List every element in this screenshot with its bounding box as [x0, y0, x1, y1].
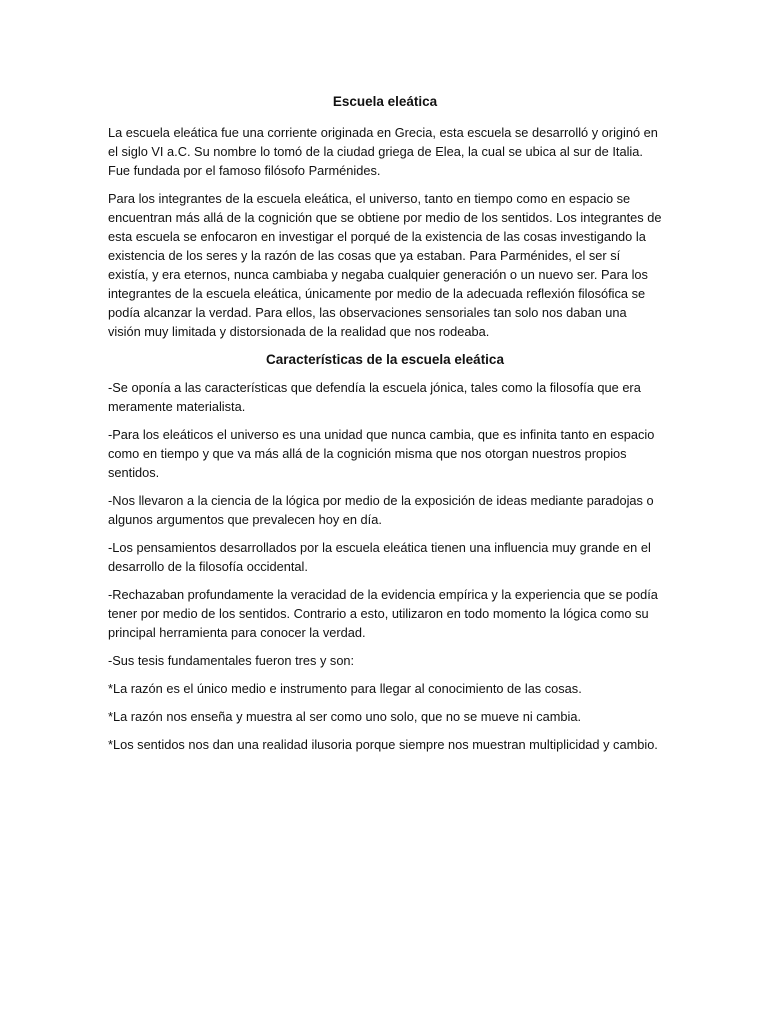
characteristic-item: -Nos llevaron a la ciencia de la lógica por medio de la exposición de ideas mediante paradojas o algunos argumentos que prevalecen hoy en día. — [108, 493, 654, 527]
characteristic-item: -Se oponía a las características que defendía la escuela jónica, tales como la filosofía que era meramente materialista. — [108, 380, 641, 414]
thesis-item: *La razón es el único medio e instrumento para llegar al conocimiento de las cosas. — [108, 681, 582, 696]
characteristic-item: -Rechazaban profundamente la veracidad de la evidencia empírica y la experiencia que se podía tener por medio de los sentidos. Contrario a esto, utilizaron en todo momento la lógica como su principal herramienta para conocer la verdad. — [108, 587, 658, 640]
document-body — [108, 92, 662, 763]
document-title: Escuela eleática — [332, 94, 438, 109]
section-title: Características de la escuela eleática — [266, 352, 504, 367]
characteristic-item: -Para los eleáticos el universo es una unidad que nunca cambia, que es infinita tanto en espacio como en tiempo y que va más allá de la cognición misma que nos otorgan nuestros propios sentidos. — [108, 427, 655, 480]
intro-paragraph: La escuela eleática fue una corriente originada en Grecia, esta escuela se desarrolló y originó en el siglo VI a.C. Su nombre lo tomó de la ciudad griega de Elea, la cual se ubica al sur de Italia. Fue fundada por el famoso filósofo Parménides. — [108, 125, 658, 178]
characteristic-item: -Los pensamientos desarrollados por la escuela eleática tienen una influencia muy grande en el desarrollo de la filosofía occidental. — [108, 540, 651, 574]
thesis-item: *La razón nos enseña y muestra al ser como uno solo, que no se mueve ni cambia. — [108, 709, 582, 724]
intro-paragraph: Para los integrantes de la escuela eleática, el universo, tanto en tiempo como en espacio se encuentran más allá de la cognición que se obtiene por medio de los sentidos. Los integrantes de esta escuela se enfocaron en investigar el porqué de la existencia de las cosas investigando la existencia de los seres y la razón de las cosas que ya estaban. Para Parménides, el ser sí existía, y era eternos, nunca cambiaba y negaba cualquier generación o un nuevo ser. Para los integrantes de la escuela eleática, únicamente por medio de la adecuada reflexión filosófica se podía alcanzar la verdad. Para ellos, las observaciones sensoriales tan solo nos daban una visión muy limitada y distorsionada de la realidad que nos rodeaba. — [108, 191, 662, 339]
characteristic-item: -Sus tesis fundamentales fueron tres y son: — [108, 653, 355, 668]
thesis-item: *Los sentidos nos dan una realidad ilusoria porque siempre nos muestran multiplicidad y cambio. — [108, 737, 658, 752]
